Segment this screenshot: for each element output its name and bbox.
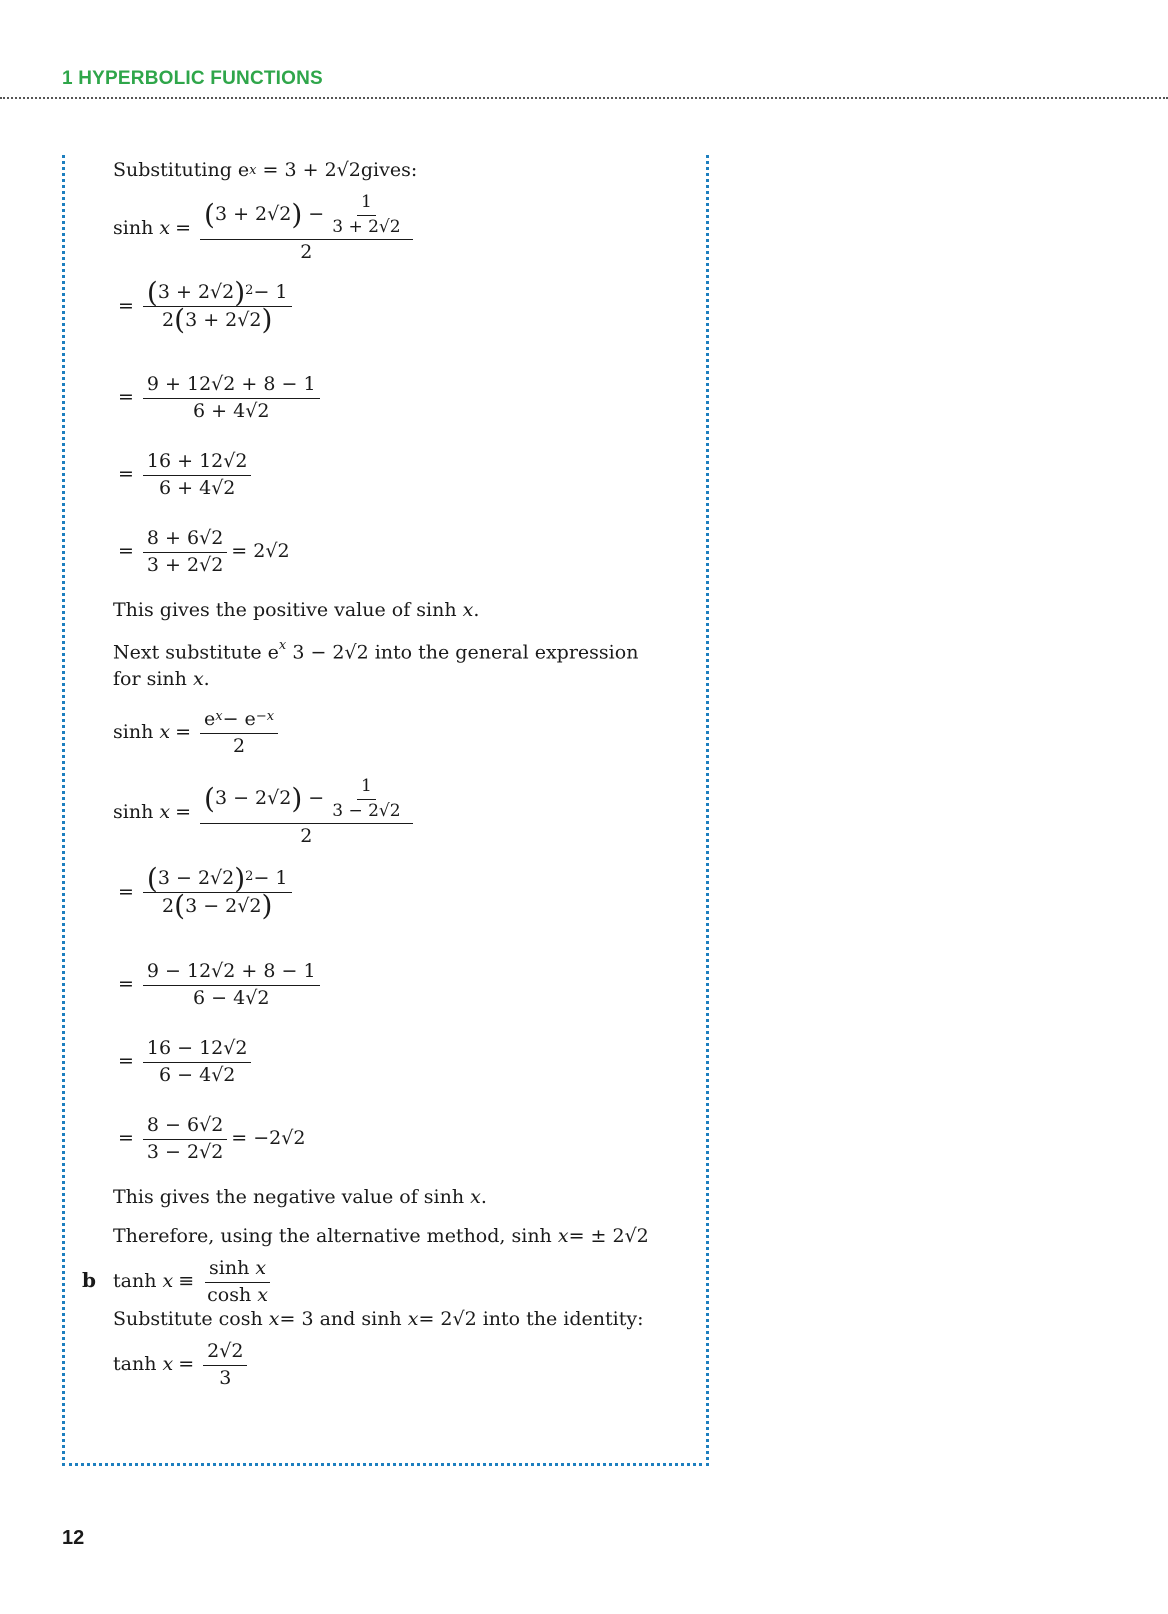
cosh-label: cosh (207, 1283, 252, 1306)
equals-sign: = (118, 294, 134, 317)
denominator: 6 + 4√2 (193, 399, 270, 422)
substitute-cosh-text: Substitute cosh (113, 1308, 263, 1330)
general-expression (113, 709, 282, 758)
therefore-line (113, 1226, 649, 1248)
neg-inner: 3 − 2√2 (185, 894, 262, 917)
exponent-negx: −x (255, 709, 275, 725)
tanh-result (113, 1341, 251, 1390)
equals-sign: = (118, 880, 134, 903)
fraction-neg-step4 (143, 1038, 252, 1087)
equation-pos-step2 (113, 276, 296, 337)
note-negative (113, 1187, 487, 1209)
numerator: 8 + 6√2 (143, 528, 227, 553)
numerator: 9 + 12√2 + 8 − 1 (143, 374, 320, 399)
equation-neg-step1 (113, 777, 417, 848)
pos-inner: 3 + 2√2 (157, 281, 235, 304)
paren-open: ( (174, 303, 186, 337)
square-exponent: 2 (245, 868, 254, 884)
var-x: x (159, 800, 171, 823)
numerator: 16 + 12√2 (143, 451, 252, 476)
numerator: 8 − 6√2 (143, 1115, 227, 1140)
var-x: x (268, 1308, 280, 1330)
fraction-pos-step2 (143, 276, 292, 337)
fraction-pos-step4 (143, 451, 252, 500)
fraction-neg-step2 (143, 862, 292, 923)
var-x: x (462, 599, 474, 621)
e-term: e (204, 708, 216, 730)
part-b-label: b (82, 1268, 96, 1292)
denominator: 6 − 4√2 (159, 1063, 236, 1086)
reciprocal-denominator: 3 − 2√2 (332, 800, 401, 821)
fraction-pos-step1 (200, 193, 413, 264)
text-next-substitute: Next substitute e (113, 641, 279, 664)
fraction-general (200, 709, 278, 758)
fraction-pos-step3 (143, 374, 320, 423)
minus-sign: − (308, 203, 325, 226)
fraction-pos-step5 (143, 528, 227, 577)
reciprocal-numerator: 1 (357, 193, 376, 216)
var-x: x (159, 721, 171, 744)
minus-one: − 1 (253, 867, 288, 890)
equals-sign: = (118, 1050, 134, 1073)
equation-pos-step3 (113, 374, 324, 423)
fraction-neg-step5 (143, 1115, 227, 1164)
equals-sign: = (178, 1353, 195, 1376)
denominator: 6 + 4√2 (159, 476, 236, 499)
substitute-sinh-text: = 3 and sinh (279, 1308, 402, 1330)
equals-sign: = (175, 721, 191, 744)
numerator: 9 − 12√2 + 8 − 1 (143, 961, 320, 986)
paren-close: ) (234, 276, 246, 309)
page-number: 12 (62, 1527, 85, 1549)
ex-value-positive: = 3 + 2√2 (262, 159, 361, 181)
equals-sign: = (118, 386, 134, 409)
fraction-neg-step3 (143, 961, 320, 1010)
denominator-two: 2 (300, 241, 313, 264)
identity-sign: ≡ (178, 1270, 195, 1293)
reciprocal-numerator: 1 (357, 777, 376, 800)
pos-inner: 3 + 2√2 (214, 203, 292, 226)
substitute-identity-end: = 2√2 into the identity: (418, 1308, 644, 1330)
var-x: x (162, 1353, 174, 1376)
equals-sign: = (118, 973, 134, 996)
paren-close: ) (291, 197, 303, 231)
note-negative-text: This gives the negative value of sinh (113, 1186, 465, 1208)
neg-inner: 3 − 2√2 (214, 787, 292, 810)
result-positive: = 2√2 (231, 540, 290, 563)
tanh-label: tanh (113, 1270, 157, 1293)
square-exponent: 2 (245, 282, 254, 298)
paren-close: ) (261, 889, 273, 923)
header-divider (0, 97, 1168, 99)
exponent-x: x (278, 638, 287, 653)
substitution-line-positive (113, 160, 417, 182)
paren-open: ( (204, 197, 215, 231)
var-x: x (162, 1270, 174, 1293)
equation-neg-step5 (113, 1115, 305, 1164)
var-x: x (407, 1308, 419, 1330)
numerator: 2√2 (203, 1341, 247, 1366)
therefore-text: Therefore, using the alternative method, sinh (113, 1225, 552, 1247)
var-x: x (159, 216, 171, 239)
equals-sign: = (175, 216, 191, 239)
sinh-label: sinh (113, 216, 154, 239)
fraction-identity (203, 1258, 272, 1307)
var-x: x (255, 1257, 267, 1279)
equals-sign: = (118, 1127, 134, 1150)
numerator: 16 − 12√2 (143, 1038, 252, 1063)
var-x: x (192, 667, 204, 690)
text-gives: gives: (360, 159, 418, 181)
denominator: 6 − 4√2 (193, 986, 270, 1009)
equation-pos-step4 (113, 451, 255, 500)
neg-inner: 3 − 2√2 (157, 867, 235, 890)
sinh-label: sinh (113, 721, 154, 744)
fraction-reciprocal-neg (328, 777, 404, 821)
equals-sign: = (118, 463, 134, 486)
period: . (480, 1186, 487, 1208)
equation-neg-step3 (113, 961, 324, 1010)
next-substitution-paragraph (113, 639, 653, 693)
equals-sign: = (175, 800, 191, 823)
substitute-identity-line (113, 1309, 644, 1331)
minus-e: − e (222, 708, 256, 730)
paren-open: ( (204, 781, 215, 815)
var-x: x (470, 1186, 481, 1208)
exponent-x: x (215, 709, 223, 725)
paren-close: ) (261, 303, 273, 337)
equation-pos-step1 (113, 193, 417, 264)
sinh-label: sinh (209, 1257, 250, 1279)
sinh-label: sinh (113, 800, 154, 823)
text-general-expression: into the general expression for sinh (113, 641, 639, 690)
period: . (473, 599, 480, 621)
equation-pos-step5 (113, 528, 290, 577)
result-negative: = −2√2 (231, 1127, 306, 1150)
denominator-two: 2 (232, 734, 246, 757)
var-x: x (257, 1283, 268, 1306)
tanh-label: tanh (113, 1353, 157, 1376)
pos-inner: 3 + 2√2 (185, 308, 262, 331)
minus-sign: − (308, 787, 325, 810)
chapter-header: 1 HYPERBOLIC FUNCTIONS (62, 68, 323, 89)
reciprocal-denominator: 3 + 2√2 (332, 216, 401, 237)
equation-neg-step2 (113, 862, 296, 923)
equals-sign: = (118, 540, 134, 563)
note-positive (113, 600, 479, 622)
denominator: 3 − 2√2 (146, 1140, 224, 1163)
denominator: 3 + 2√2 (146, 553, 224, 576)
paren-open: ( (146, 862, 158, 895)
tanh-identity (113, 1258, 276, 1307)
exponent-x: x (249, 163, 257, 178)
therefore-result: = ± 2√2 (568, 1225, 649, 1247)
fraction-neg-step1 (200, 777, 413, 848)
minus-one: − 1 (253, 281, 288, 304)
factor-two: 2 (162, 308, 175, 331)
fraction-reciprocal-pos (328, 193, 404, 237)
period: . (203, 667, 210, 690)
note-positive-text: This gives the positive value of sinh (113, 599, 457, 621)
var-x: x (557, 1225, 569, 1247)
denominator-two: 2 (300, 825, 313, 848)
paren-open: ( (146, 276, 158, 309)
ex-value-negative: 3 − 2√2 (292, 641, 369, 664)
factor-two: 2 (162, 894, 175, 917)
fraction-tanh-result (203, 1341, 247, 1390)
paren-open: ( (174, 889, 186, 923)
paren-close: ) (234, 862, 246, 895)
equation-neg-step4 (113, 1038, 255, 1087)
paren-close: ) (291, 781, 303, 815)
denominator-three: 3 (219, 1366, 232, 1389)
text-substituting: Substituting e (113, 159, 250, 181)
